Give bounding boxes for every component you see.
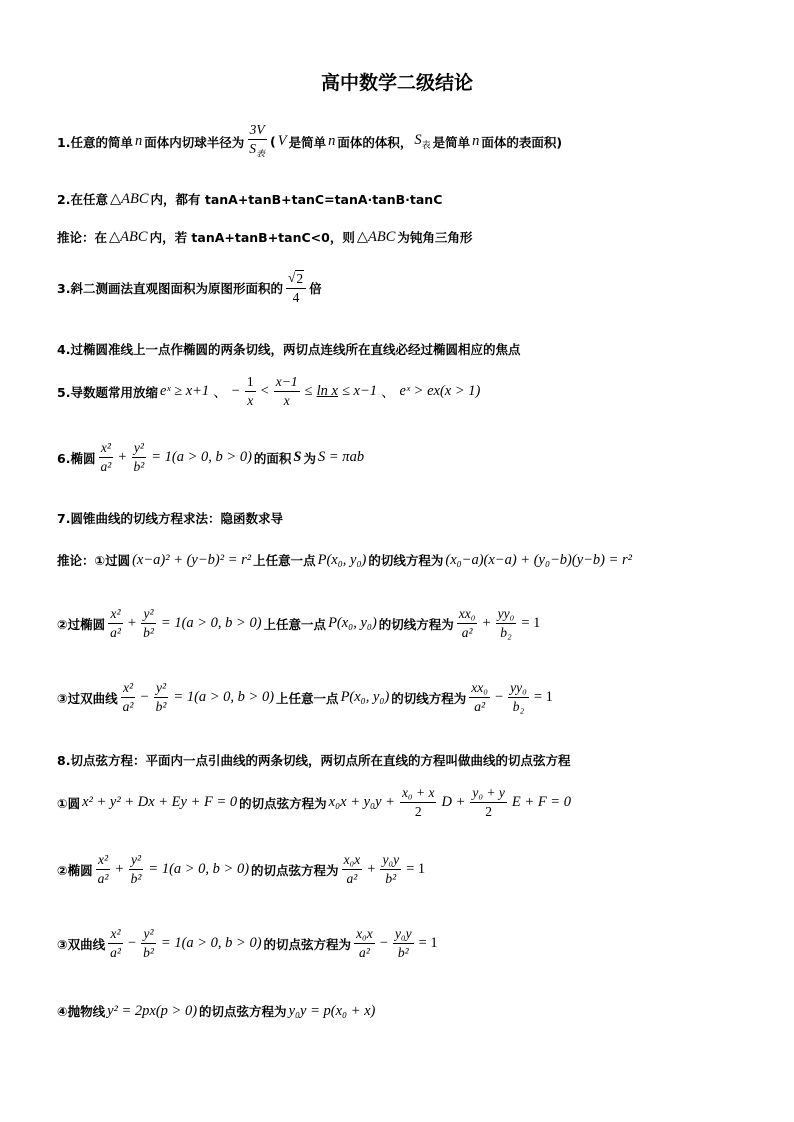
item-7-corollary-3: ③过双曲线 $\frac{\text{x²}}{\text{a²}}$ − $\frac{\text{y²}}{\text{b²}}$ = 1(a > 0, b > 0) 上任意一点 P(x₀, y₀) 的切线方程为 $\frac{\text{xx₀}}{\text{a²}}$ − $\frac{\text{yy₀}}{\text{b₂}}$ = 1 [57,680,553,714]
item-8-circle: ①圆 x² + y² + Dx + Ey + F = 0 的切点弦方程为 x₀x + y₀y + $\frac{\text{x₀ + x}}{2}$ D + $\frac{\text{y₀ + y}}{2}$ E + F = 0 [57,785,571,819]
item-5: 5.导数题常用放缩 eˣ ≥ x+1 、 − $\frac{1}{x}$ < $\frac{x-1}{x}$ ≤ ln x ≤ x−1 、 eˣ > ex(x > 1) [57,374,481,408]
item-4: 4.过椭圆准线上一点作椭圆的两条切线，两切点连线所在直线必经过椭圆相应的焦点 [57,342,521,357]
item-3: 3.斜二测画法直观图面积为原图形面积的 √ 2 4 倍 [57,270,322,305]
fraction-3v-over-s: $\frac{3V}{S_表}$ [249,122,265,159]
item-7-corollary-1: 推论：①过圆 (x−a)² + (y−b)² = r² 上任意一点 P(x₀, y₀) 的切线方程为 (x₀−a)(x−a) + (y₀−b)(y−b) = r² [57,551,633,568]
item-8-parabola: ④抛物线 y² = 2px(p > 0) 的切点弦方程为 y₀y = p(x₀ + x) [57,1002,376,1019]
item-8-hyperbola: ③双曲线 $\frac{\text{x²}}{\text{a²}}$ − $\frac{\text{y²}}{\text{b²}}$ = 1(a > 0, b > 0) 的切点弦方程为 $\frac{\text{x₀x}}{\text{a²}}$ − $\frac{\text{y₀y}}{\text{b²}}$ = 1 [57,926,438,960]
page-title: 高中数学二级结论 [320,72,473,94]
item-6: 6.椭圆 $\frac{\text{x²}}{\text{a²}}$ + $\frac{\text{y²}}{\text{b²}}$ = 1(a > 0, b > 0) 的面积 S 为 S = πab [57,440,365,474]
item-8: 8.切点弦方程：平面内一点引曲线的两条切线，两切点所在直线的方程叫做曲线的切点弦方程 [57,753,571,768]
item-2: 2.在任意 △ABC 内，都有 tanA+tanB+tanC=tanA·tanB·tanC [57,190,443,207]
item-7-corollary-2: ②过椭圆 $\frac{\text{x²}}{\text{a²}}$ + $\frac{\text{y²}}{\text{b²}}$ = 1(a > 0, b > 0) 上任意一点 P(x₀, y₀) 的切线方程为 $\frac{\text{xx₀}}{\text{a²}}$ + $\frac{\text{yy₀}}{\text{b₂}}$ = 1 [57,606,541,640]
fraction-sqrt2-over-4: √ 2 4 [286,270,306,306]
item-8-ellipse: ②椭圆 $\frac{\text{x²}}{\text{a²}}$ + $\frac{\text{y²}}{\text{b²}}$ = 1(a > 0, b > 0) 的切点弦方程为 $\frac{\text{x₀x}}{\text{a²}}$ + $\frac{\text{y₀y}}{\text{b²}}$ = 1 [57,852,426,886]
item-1: 1.任意的简单 n 面体内切球半径为 $\frac{3V}{S_表}$ ( V 是简单 n 面体的体积， $S_表$ 是简单 n 面体的表面积) [57,122,562,162]
item-7: 7.圆锥曲线的切线方程求法：隐函数求导 [57,511,283,526]
item-2-corollary: 推论：在 △ABC 内，若 tanA+tanB+tanC<0，则 △ABC 为钝角三角形 [57,228,473,245]
